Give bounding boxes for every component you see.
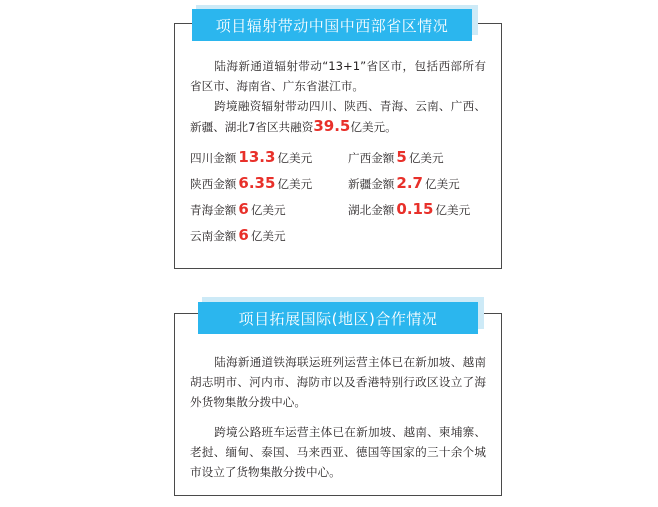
section2-paragraph-2: 跨境公路班车运营主体已在新加坡、越南、柬埔寨、老挝、缅甸、泰国、马来西亚、德国等国家的三十余个城市设立了货物集散分拨中心。	[190, 425, 486, 479]
stat-xinjiang: 新疆金额 2.7 亿美元	[348, 174, 460, 192]
total-financing-value: 39.5	[313, 117, 351, 135]
stat-guangxi: 广西金额 5 亿美元	[348, 148, 444, 166]
section2-paragraph-1: 陆海新通道铁海联运班列运营主体已在新加坡、越南胡志明市、河内市、海防市以及香港特别行政区设立了海外货物集散分拨中心。	[190, 355, 486, 409]
stat-qinghai: 青海金额 6 亿美元	[190, 200, 286, 218]
stat-hubei: 湖北金额 0.15 亿美元	[348, 200, 471, 218]
stat-shaanxi: 陕西金额 6.35 亿美元	[190, 174, 313, 192]
section1-paragraph-1: 陆海新通道辐射带动“13+1”省区市，包括西部所有省区市、海南省、广东省湛江市。	[190, 59, 486, 93]
stat-yunnan: 云南金额 6 亿美元	[190, 226, 286, 244]
section2-title: 项目拓展国际(地区)合作情况	[198, 302, 478, 334]
section1-paragraph-2: 跨境融资辐射带动四川、陕西、青海、云南、广西、新疆、湖北7省区共融资39.5亿美元。	[190, 99, 486, 135]
section1-title: 项目辐射带动中国中西部省区情况	[192, 9, 472, 41]
stat-sichuan: 四川金额 13.3 亿美元	[190, 148, 313, 166]
